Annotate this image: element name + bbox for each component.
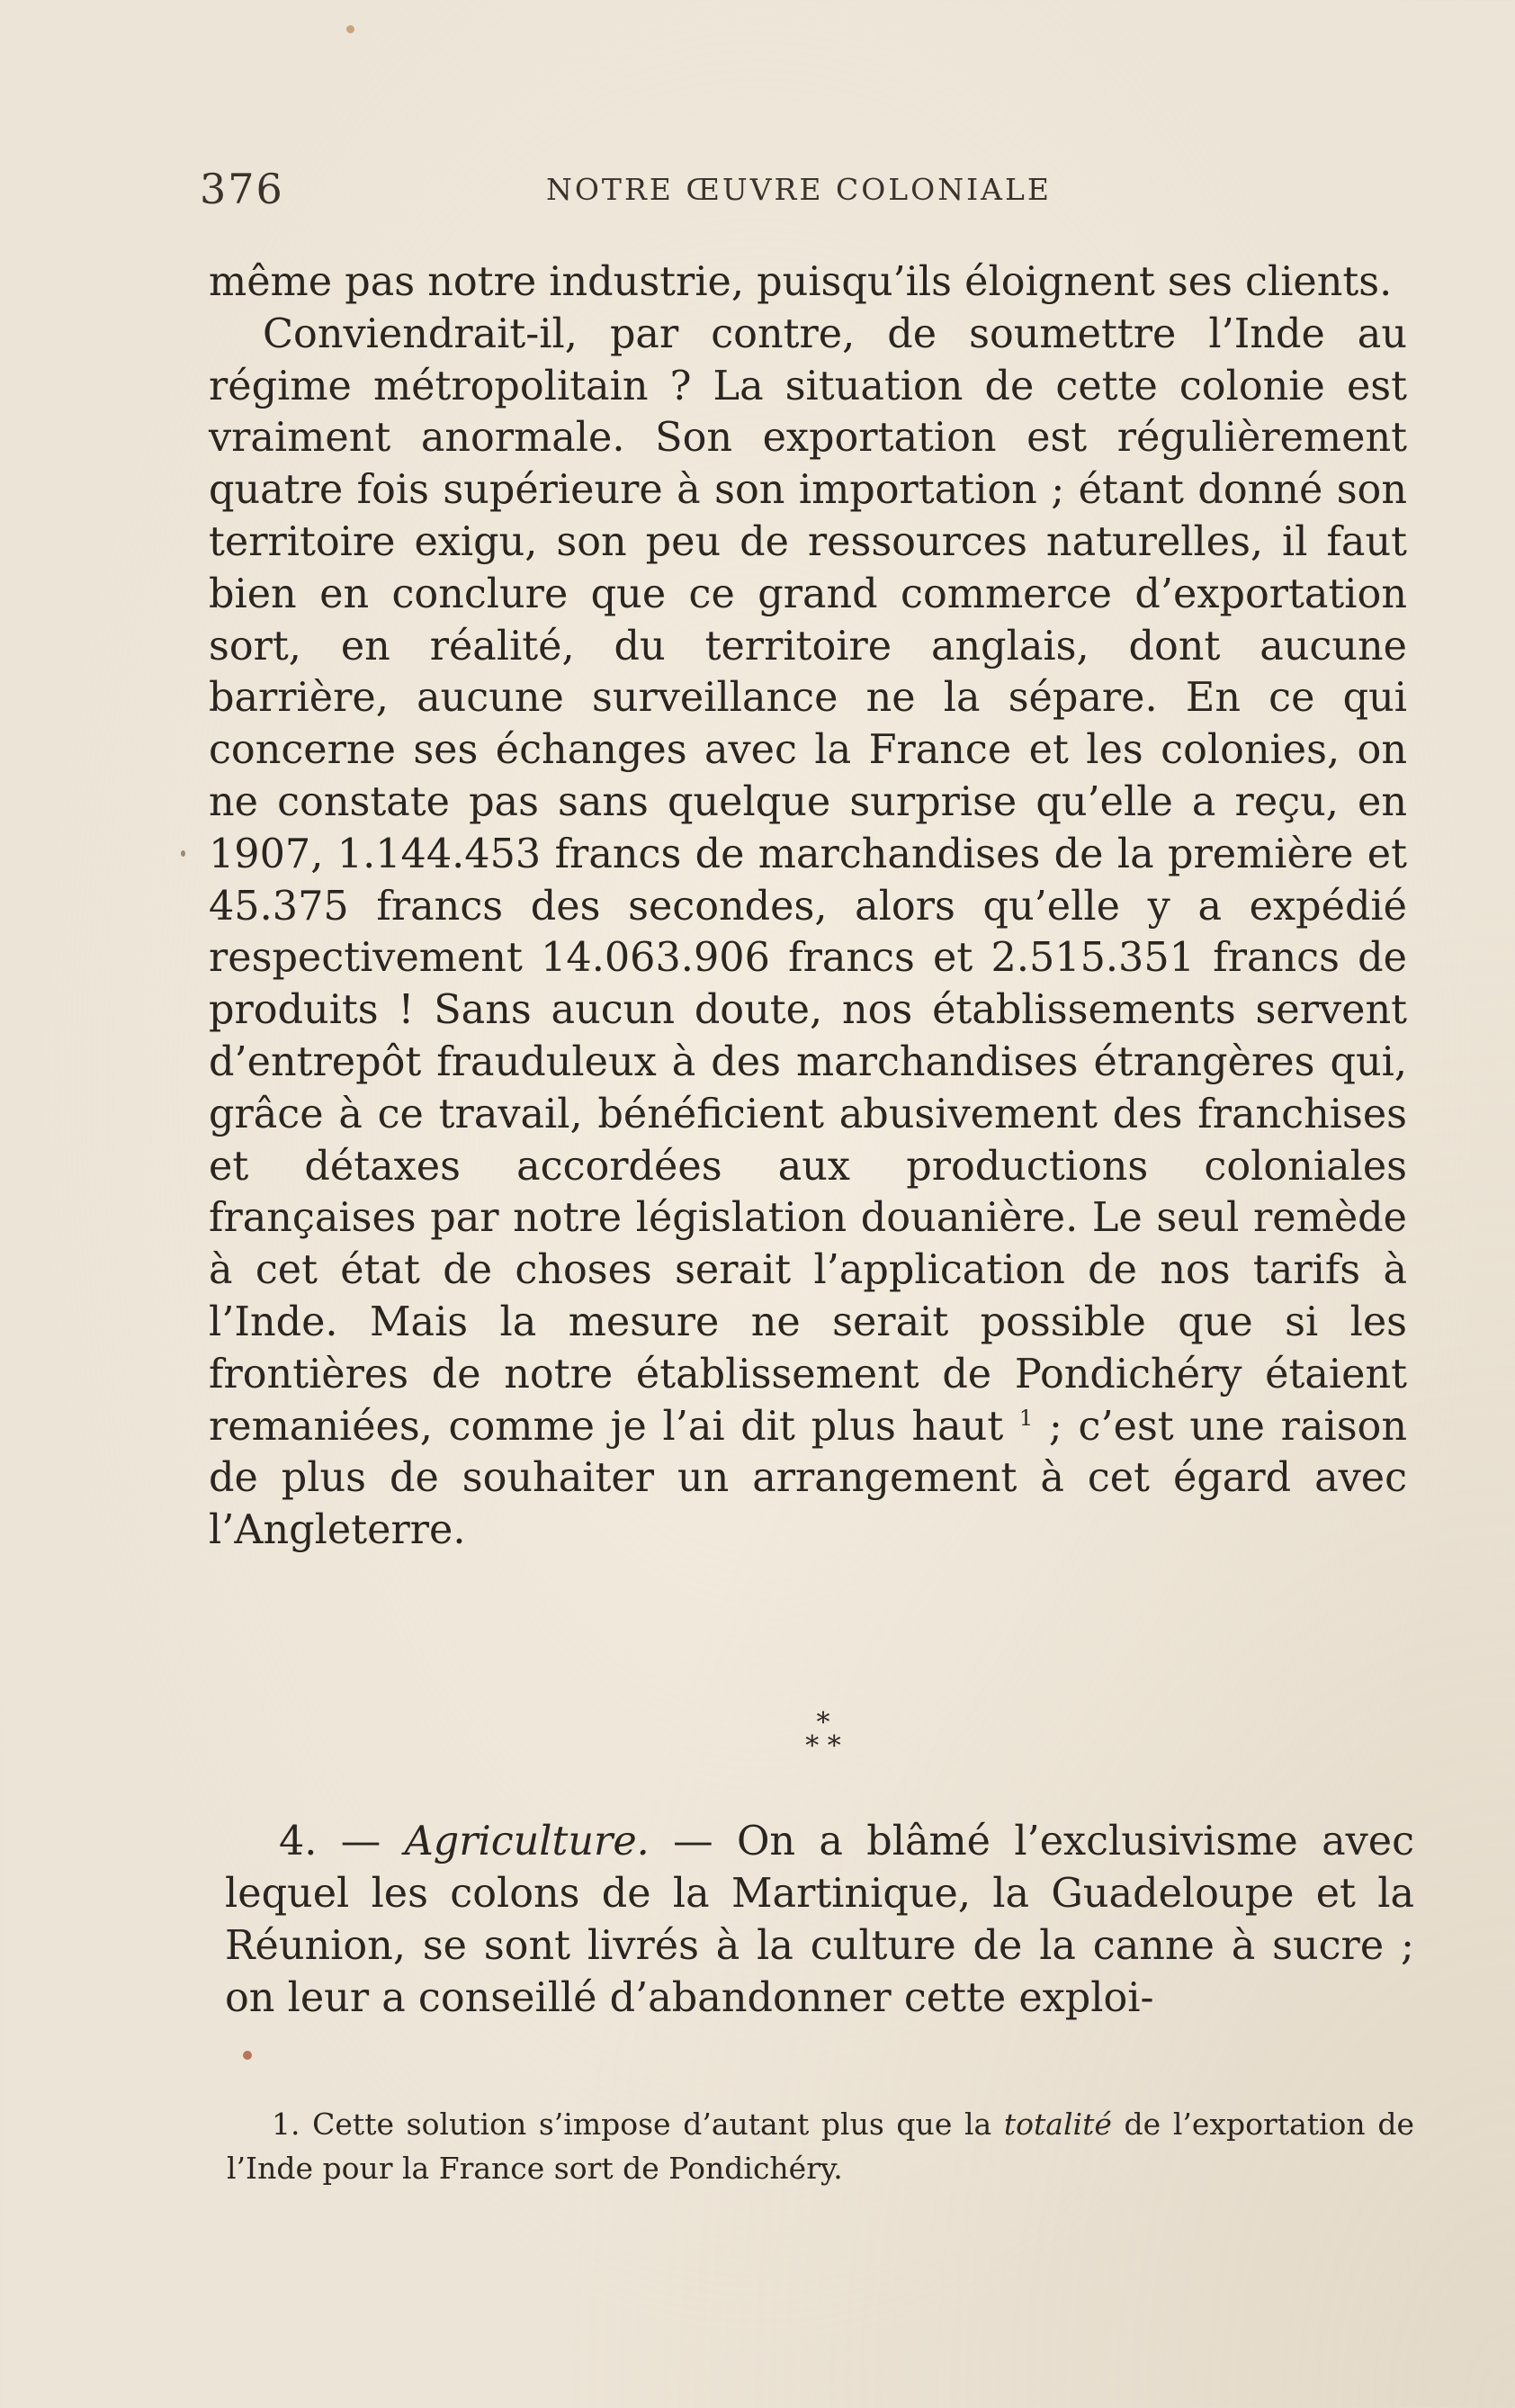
running-head [200, 165, 1414, 219]
paper-speck [243, 2051, 252, 2060]
paper-speck [181, 850, 185, 857]
footnote-text-end: de l’exportation de l’Inde pour la France sort de Pondichéry. [227, 2107, 1414, 2186]
footnote-paragraph [227, 2102, 1414, 2190]
paragraph-text: Conviendrait-il, par contre, de soumettre l’Inde au régime métropolitain ? La situation de cette colonie est vraiment anormale. Son exportation est régulièrement quatre fois supérieure à son importation ; étant donné son territoire exigu, son peu de ressources naturelles, il faut bien en conclure que ce grand commerce d’exportation sort, en réalité, du territoire anglais, dont aucune barrière, aucune surveillance ne la sépare. En ce qui concerne ses échanges avec la France et les colonies, on ne constate pas sans quelque surprise qu’elle a reçu, en 1907, 1.144.453 francs de marchandises de la première et 45.375 francs des secondes, alors qu’elle y a expédié respectivement 14.063.906 francs et 2.515.351 francs de produits ! Sans aucun doute, nos établissements servent d’entrepôt frauduleux à des marchandises étrangères qui, grâce à ce travail, bénéficient abusivement des franchises et détaxes accordées aux productions coloniales françaises par notre législation douanière. Le seul remède à cet état de choses serait l’application de nos tarifs à l’Inde. Mais la mesure ne serait possible que si les frontières de notre établissement de Pondichéry étaient remaniées, comme je l’ai dit plus haut [209, 310, 1407, 1450]
page-number: 376 [200, 165, 284, 213]
asterism-bottom: * * [805, 1730, 841, 1762]
paragraph-text-end: ; c’est une raison de plus de souhaiter un arrangement à cet égard avec l’Angleterre. [209, 1403, 1407, 1554]
section-text: — On a blâmé l’exclusivisme avec lequel les colons de la Martinique, la Guadeloupe et la Réunion, se sont livrés à la culture de la canne à sucre ; on leur a conseillé d’abandonner cette exploi- [225, 1819, 1414, 2021]
paragraph-continued: même pas notre industrie, puisqu’ils éloignent ses clients. [209, 259, 1393, 305]
section-agriculture [225, 1816, 1414, 2025]
footnote-reference: 1 [1018, 1405, 1034, 1431]
main-text [209, 256, 1407, 1557]
footnote-text-start: Cette solution s’impose d’autant plus que la [312, 2107, 1004, 2142]
footnote [227, 2102, 1414, 2190]
paragraph-inde [209, 309, 1407, 1557]
running-title: NOTRE ŒUVRE COLONIALE [546, 172, 1052, 207]
section-title: Agriculture. [404, 1819, 650, 1864]
footnote-emphasis: totalité [1003, 2107, 1112, 2142]
section-paragraph [225, 1816, 1414, 2025]
paper-speck [346, 25, 354, 33]
asterism-top: * [816, 1707, 830, 1739]
section-number: 4. — [279, 1819, 405, 1864]
asterism-separator [0, 1707, 1515, 1762]
footnote-number: 1. [272, 2107, 313, 2142]
